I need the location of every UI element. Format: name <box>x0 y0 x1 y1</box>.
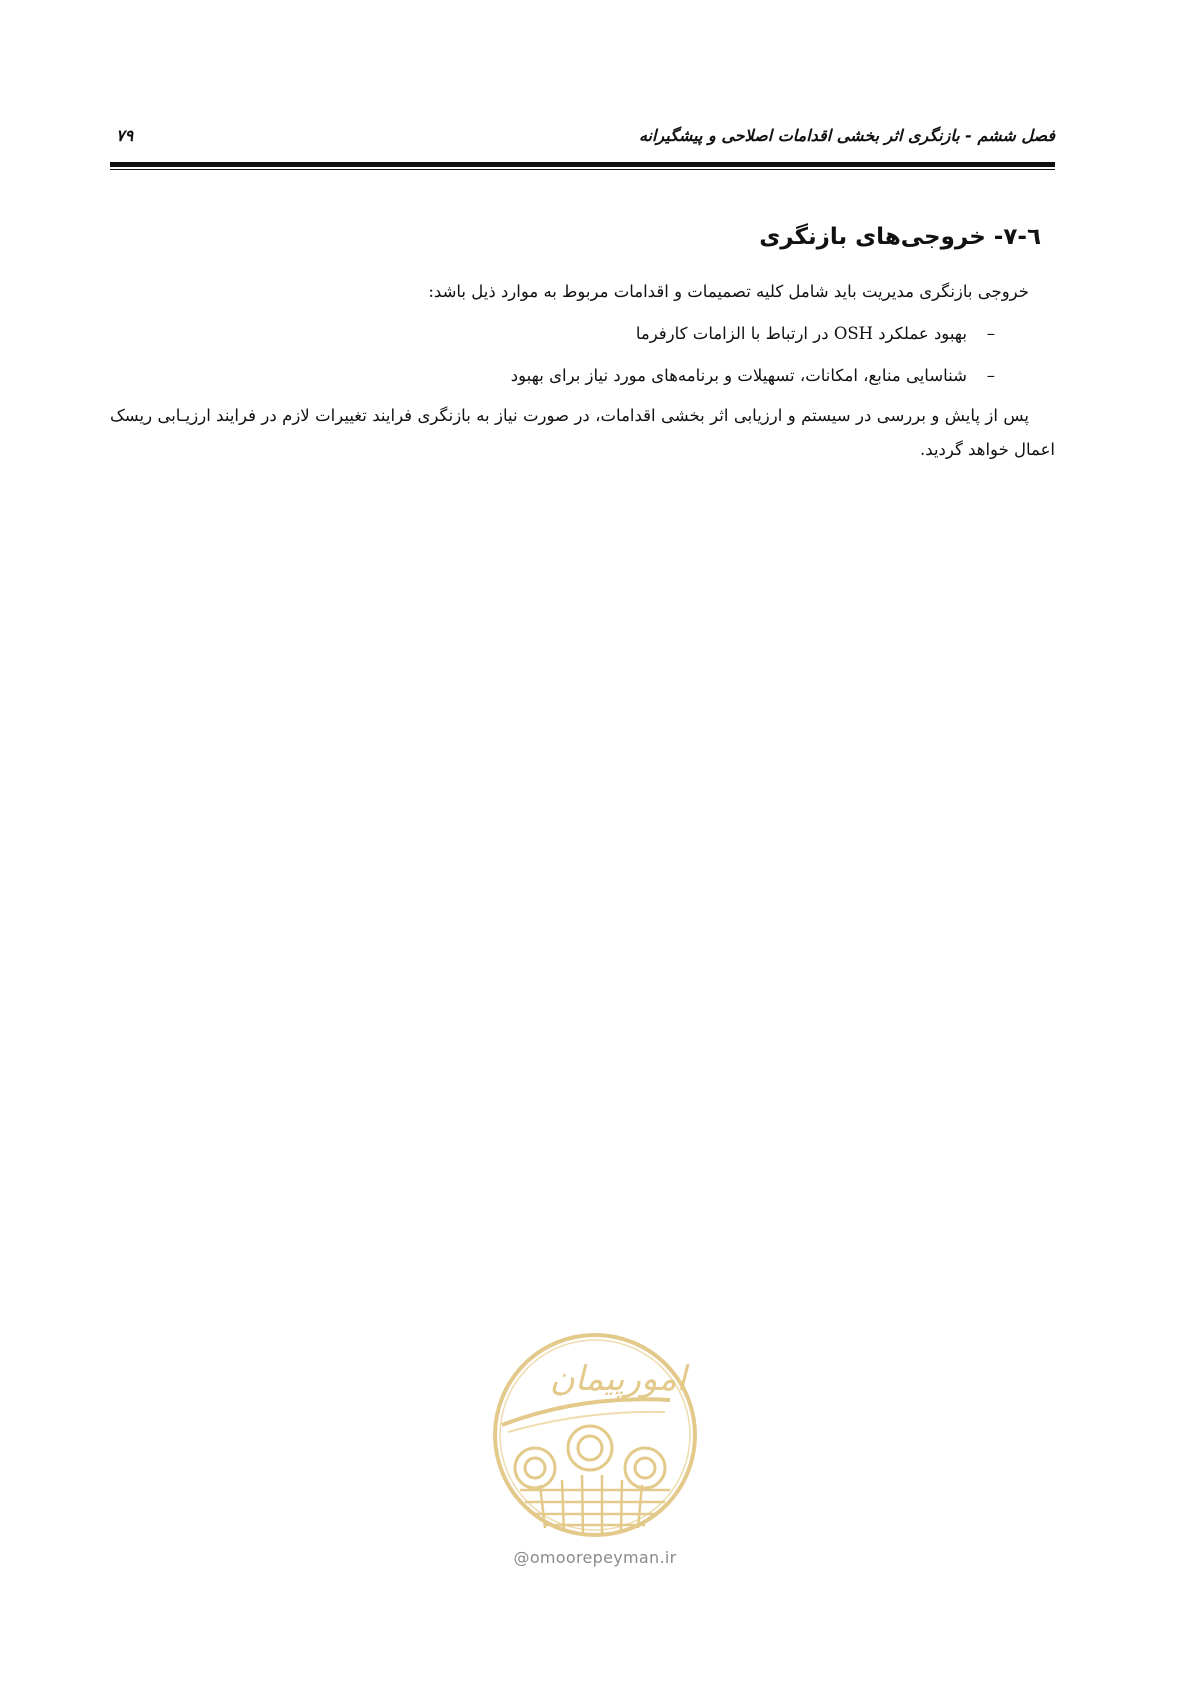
watermark-logo <box>490 1330 700 1540</box>
running-header <box>110 126 1055 156</box>
header-rule-thick <box>110 162 1055 167</box>
list-item <box>110 313 995 355</box>
intro-paragraph: خروجی بازنگری مدیریت باید شامل کلیه تصمیمات و اقدامات مربوط به موارد ذیل باشد: <box>428 282 1029 301</box>
bullet-dash: – <box>986 366 995 385</box>
list-item-text: بهبود عملکرد OSH در ارتباط با الزامات کارفرما <box>635 324 967 343</box>
chapter-title: فصل ششم - بازنگری اثر بخشی اقدامات اصلاحی و پیشگیرانه <box>638 126 1055 145</box>
list-item <box>110 355 995 397</box>
section-heading: ٦-٧- خروجی‌های بازنگری <box>759 224 1041 250</box>
watermark-logo-text: امورپیمان <box>549 1359 687 1399</box>
header-rule-thin <box>110 169 1055 170</box>
body-paragraph: پس از پایش و بررسی در سیستم و ارزیابی اثر بخشی اقدامات، در صورت نیاز به بازنگری فرایند تغییرات لازم در فرایند ارزیـابی ریسک اعمال خواهد گردید. <box>110 406 1055 459</box>
section-content <box>110 215 1055 467</box>
bullet-dash: – <box>986 324 995 343</box>
watermark-url: @omoorepeyman.ir <box>513 1548 677 1567</box>
page-number: ۷۹ <box>116 126 134 145</box>
list-item-text: شناسایی منابع، امکانات، تسهیلات و برنامه‌های مورد نیاز برای بهبود <box>510 366 967 385</box>
bullet-list <box>110 313 1055 397</box>
